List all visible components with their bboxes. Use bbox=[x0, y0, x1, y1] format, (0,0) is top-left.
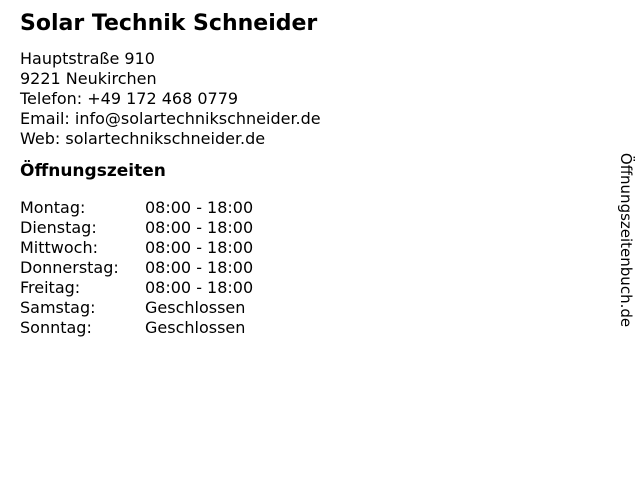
day-label: Donnerstag: bbox=[20, 258, 119, 277]
hours-row-wednesday bbox=[20, 238, 600, 258]
address-street: Hauptstraße 910 bbox=[20, 49, 155, 68]
email-value: info@solartechnikschneider.de bbox=[74, 109, 321, 128]
phone-label: Telefon: bbox=[20, 89, 83, 108]
email-line bbox=[20, 109, 600, 129]
web-line bbox=[20, 129, 600, 149]
day-hours: Geschlossen bbox=[145, 318, 246, 337]
email-label: Email: bbox=[20, 109, 70, 128]
hours-row-sunday bbox=[20, 318, 600, 338]
web-label: Web: bbox=[20, 129, 61, 148]
contact-block bbox=[20, 49, 600, 149]
day-label: Dienstag: bbox=[20, 218, 97, 237]
phone-line bbox=[20, 89, 600, 109]
day-label: Samstag: bbox=[20, 298, 96, 317]
business-name: Solar Technik Schneider bbox=[20, 11, 318, 36]
web-value: solartechnikschneider.de bbox=[65, 129, 266, 148]
day-hours: 08:00 - 18:00 bbox=[145, 198, 254, 217]
phone-value: +49 172 468 0779 bbox=[87, 89, 239, 108]
hours-row-friday bbox=[20, 278, 600, 298]
day-label: Mittwoch: bbox=[20, 238, 98, 257]
hours-row-thursday bbox=[20, 258, 600, 278]
day-label: Montag: bbox=[20, 198, 86, 217]
day-label: Freitag: bbox=[20, 278, 81, 297]
opening-hours-heading: Öffnungszeiten bbox=[20, 161, 166, 181]
hours-row-saturday bbox=[20, 298, 600, 318]
opening-hours-table bbox=[20, 198, 600, 338]
hours-row-monday bbox=[20, 198, 600, 218]
site-watermark: Öffnungszeitenbuch.de bbox=[617, 152, 635, 328]
hours-row-tuesday bbox=[20, 218, 600, 238]
day-label: Sonntag: bbox=[20, 318, 92, 337]
day-hours: 08:00 - 18:00 bbox=[145, 258, 254, 277]
day-hours: 08:00 - 18:00 bbox=[145, 278, 254, 297]
day-hours: Geschlossen bbox=[145, 298, 246, 317]
day-hours: 08:00 - 18:00 bbox=[145, 238, 254, 257]
day-hours: 08:00 - 18:00 bbox=[145, 218, 254, 237]
address-city: 9221 Neukirchen bbox=[20, 69, 157, 88]
